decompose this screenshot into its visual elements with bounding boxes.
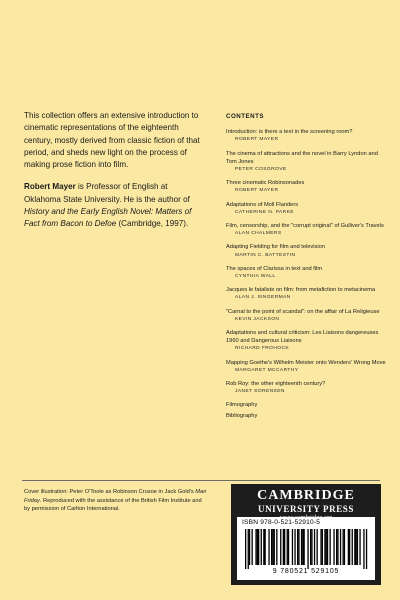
publisher-subtitle: UNIVERSITY PRESS <box>257 504 355 514</box>
contents-entry-title: Adaptations of Moll Flanders <box>226 201 299 208</box>
author-name: Robert Mayer <box>24 182 76 192</box>
contents-entry <box>226 329 386 354</box>
contents-entry-title: Adapting Fielding for film and television <box>226 244 325 251</box>
cover-credit-text-1: Cover illustration: Peter O'Toole as Robinson Crusoe in Jack Gold's <box>24 489 196 495</box>
contents-entry-author: ROBERT MAYER <box>235 137 279 143</box>
contents-entries <box>226 128 386 420</box>
contents-entry-title: Filmography <box>226 402 258 409</box>
contents-entry <box>226 286 386 302</box>
contents-entry-author: CYNTHIA WALL <box>235 274 276 280</box>
contents-entry-title: Film, censorship, and the "corrupt original" of Gulliver's Travels <box>226 223 384 230</box>
contents-entry-title: Introduction: is there a text in the screening room? <box>226 129 353 136</box>
barcode-digits: 9 780521 529105 <box>272 568 340 575</box>
contents-entry-author: ALAN J. SINGERMAN <box>235 295 291 301</box>
contents-list <box>226 113 386 422</box>
description-paragraph: This collection offers an extensive introduction to cinematic representations of the eighteenth century, mostly derived from classic fiction of that period, and sheds new light on the process of making prose fiction into film. <box>24 111 200 170</box>
contents-entry <box>226 128 386 144</box>
contents-entry <box>226 201 386 217</box>
contents-entry-author: CATHERINE N. PARKE <box>235 209 294 215</box>
contents-entry-title: "Carnal to the point of scandal": on the affair of La Religieuse <box>226 308 380 315</box>
contents-entry-title: Rob Roy: the other eighteenth century? <box>226 381 326 388</box>
contents-entry <box>226 308 386 324</box>
contents-entry <box>226 179 386 195</box>
barcode-panel <box>237 517 375 580</box>
contents-entry <box>226 222 386 238</box>
contents-entry-author: KEVIN JACKSON <box>235 316 280 322</box>
contents-entry <box>226 150 386 175</box>
barcode-icon <box>241 529 371 569</box>
contents-entry-title: Three cinematic Robinsonades <box>226 180 305 187</box>
contents-entry-author: ROBERT MAYER <box>235 188 279 194</box>
author-bio-text-1: is Professor of English at Oklahoma State University. He is the author of <box>24 182 190 204</box>
back-cover-blurb <box>24 110 204 241</box>
contents-entry-author: PETER COSGROVE <box>235 167 287 173</box>
contents-entry <box>226 359 386 375</box>
contents-entry-title: The spaces of Clarissa in text and film <box>226 265 323 272</box>
contents-entry <box>226 401 386 409</box>
contents-entry <box>226 265 386 281</box>
contents-entry-title: The cinema of attractions and the novel in Barry Lyndon and Tom Jones <box>226 150 378 165</box>
author-bio-text-2: (Cambridge, 1997). <box>116 219 189 229</box>
contents-entry-title: Adaptations and cultural criticism: Les Liaisons dangereuses 1960 and Dangerous Liaisons <box>226 330 379 345</box>
author-book-title: History and the Early English Novel: Matters of Fact from Bacon to Defoe <box>24 207 192 229</box>
contents-entry-author: RICHARD FROHOCK <box>235 346 290 352</box>
contents-heading: CONTENTS <box>226 113 265 120</box>
contents-entry-title: Bibliography <box>226 412 258 419</box>
publisher-block <box>231 484 381 585</box>
contents-entry <box>226 243 386 259</box>
contents-entry-author: ALAN CHALMERS <box>235 231 282 237</box>
contents-entry-author: MARGARET MCCARTHY <box>235 367 299 373</box>
cover-credit-text-2: . Reproduced with the assistance of the British Film Institute and by permission of Carlton International. <box>24 497 202 513</box>
cover-credit-film: Man Friday <box>24 489 207 504</box>
contents-entry-title: Jacques le fataliste on film: from metafiction to metacinema <box>226 287 376 294</box>
publisher-name: CAMBRIDGE <box>257 488 355 503</box>
contents-entry-author: JANET SORENSEN <box>235 389 285 395</box>
author-bio-paragraph <box>24 181 204 230</box>
divider-line <box>22 480 380 481</box>
contents-entry <box>226 380 386 396</box>
isbn-label: ISBN 978-0-521-52910-5 <box>242 519 321 526</box>
contents-entry-author: MARTIN C. BATTESTIN <box>235 252 296 258</box>
contents-entry-title: Mapping Goethe's Wilhelm Meister onto Wenders' Wrong Move <box>226 359 386 366</box>
cover-illustration-credit <box>24 488 209 514</box>
contents-entry <box>226 412 386 420</box>
